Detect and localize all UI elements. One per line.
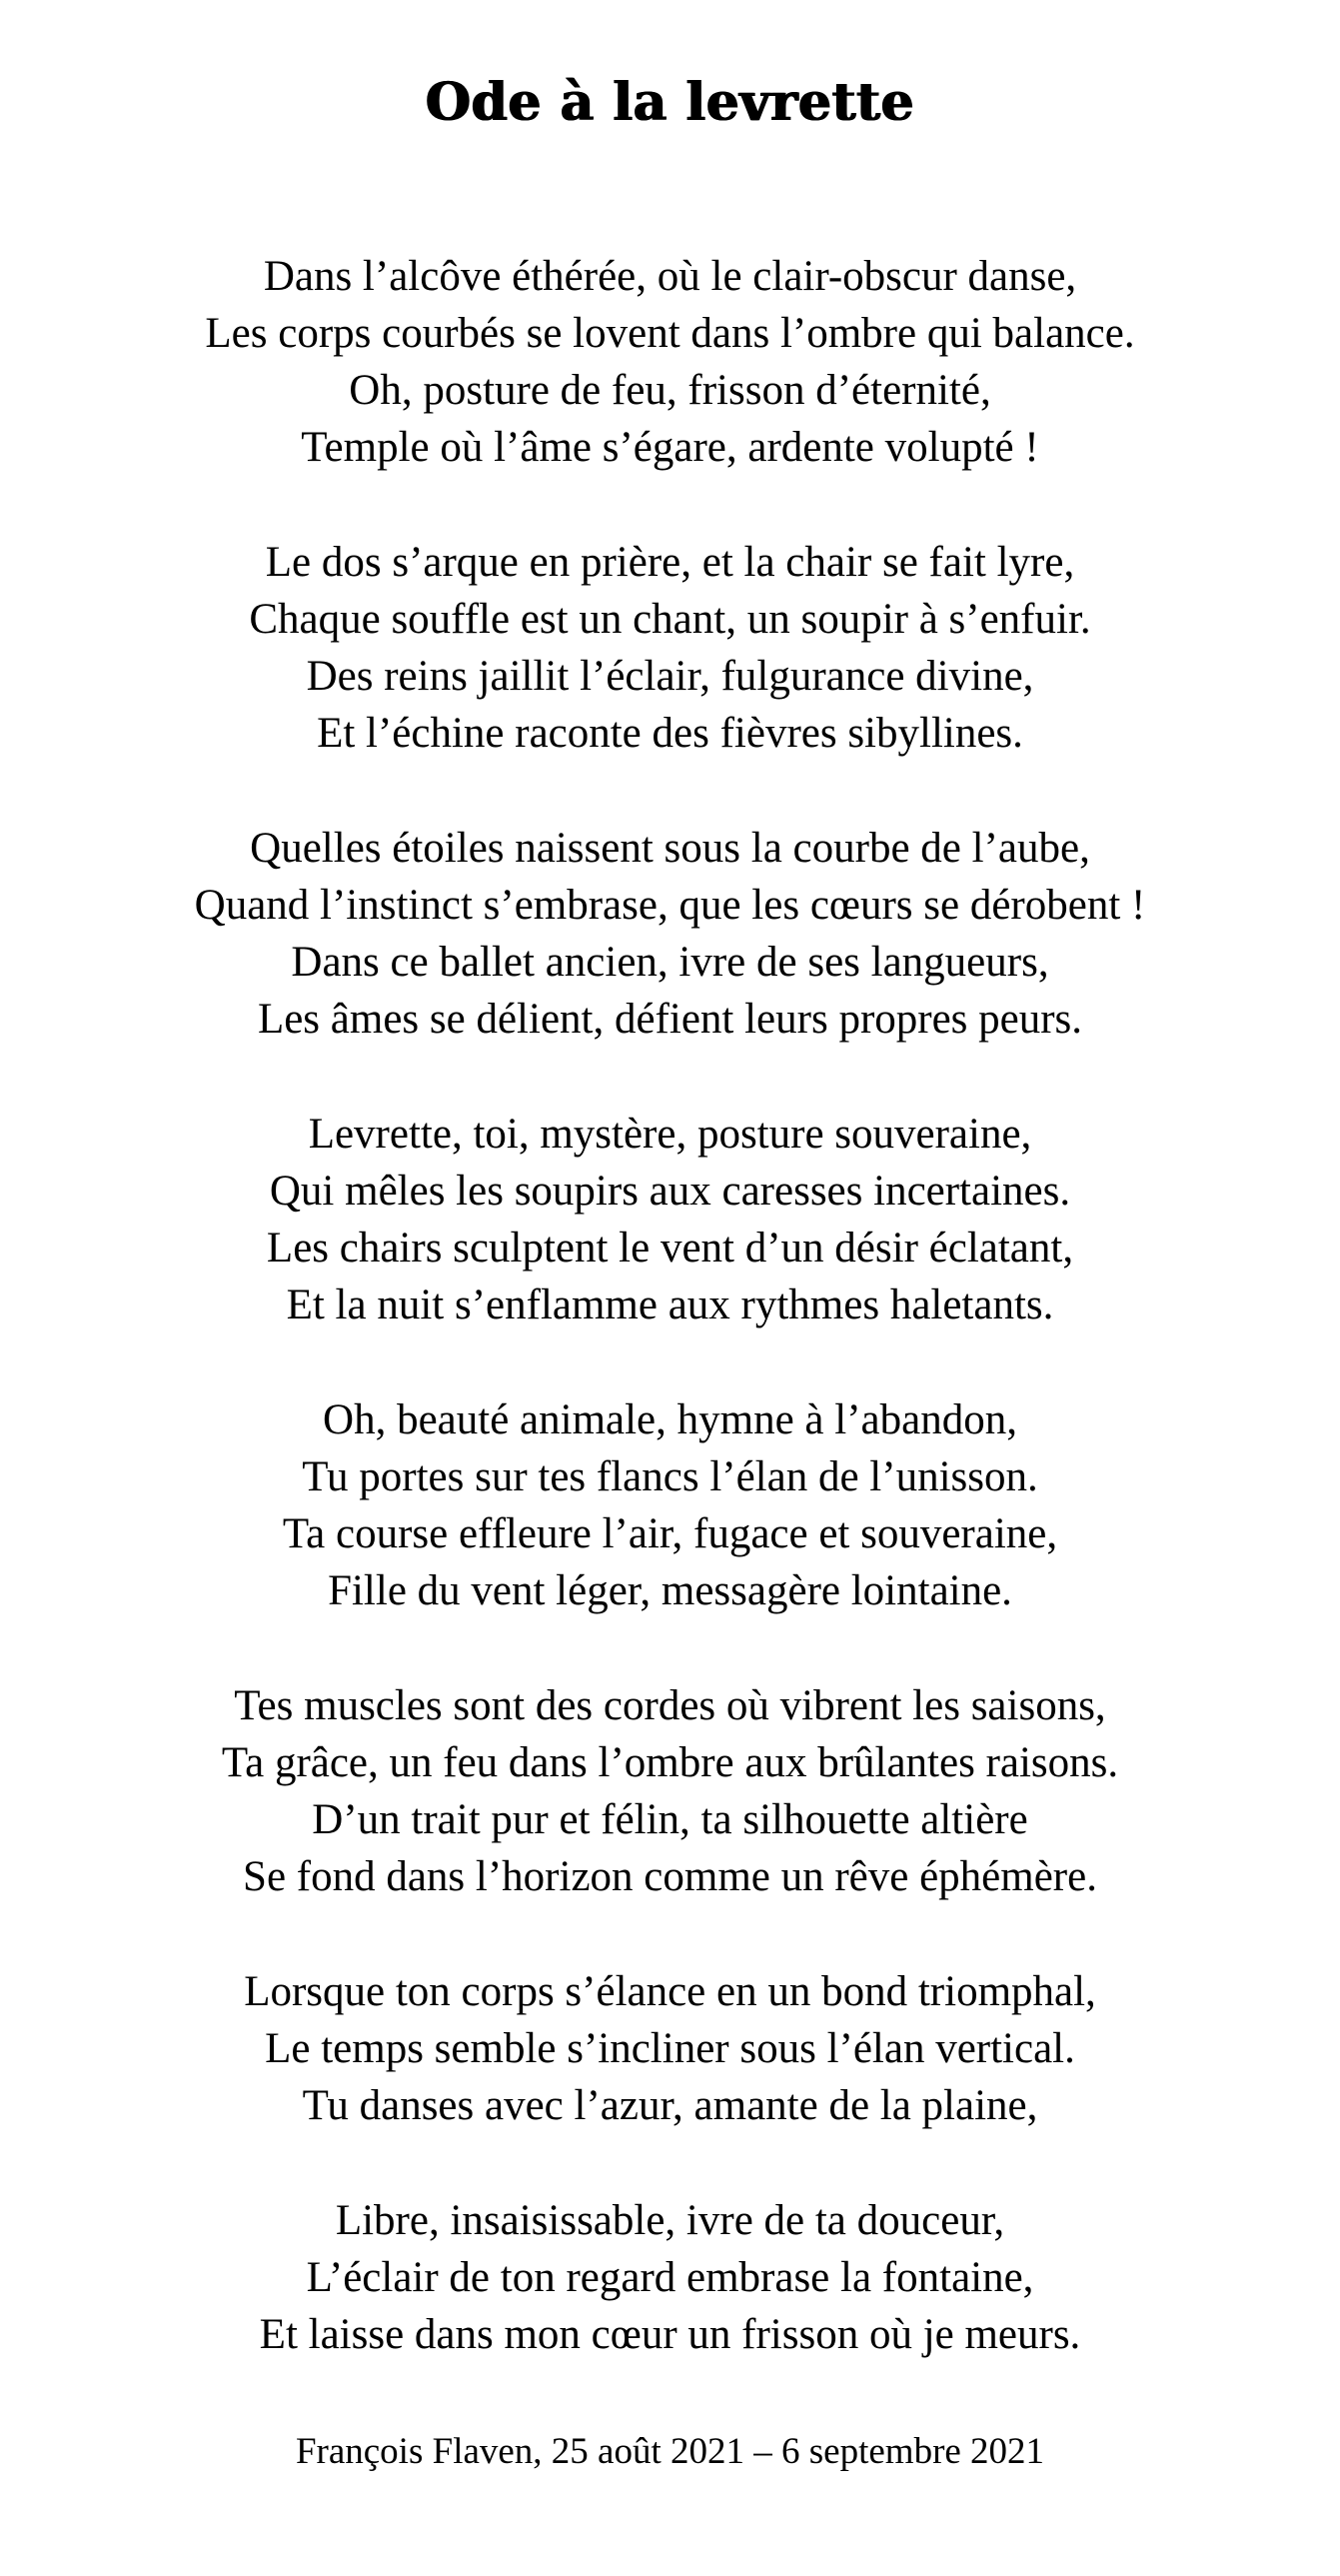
poem-body	[0, 248, 1340, 2421]
poem-line: Les âmes se délient, défient leurs propres peurs.	[257, 996, 1083, 1043]
poem-line: Dans ce ballet ancien, ivre de ses langueurs,	[291, 939, 1049, 986]
poem-line: Quelles étoiles naissent sous la courbe de l’aube,	[250, 825, 1090, 872]
stanza-1	[0, 248, 1340, 476]
poem-line: Et laisse dans mon cœur un frisson où je meurs.	[259, 2311, 1081, 2358]
poem-line: Oh, beauté animale, hymne à l’abandon,	[323, 1396, 1017, 1443]
poem-line: Se fond dans l’horizon comme un rêve éphémère.	[243, 1853, 1097, 1900]
poem-line: Oh, posture de feu, frisson d’éternité,	[349, 367, 991, 414]
poem-line: Levrette, toi, mystère, posture souveraine,	[308, 1111, 1032, 1158]
stanza-3	[0, 820, 1340, 1048]
poem-line: Temple où l’âme s’égare, ardente volupté !	[301, 424, 1039, 471]
stanza-2	[0, 534, 1340, 762]
stanza-7	[0, 1963, 1340, 2134]
poem-signature: François Flaven, 25 août 2021 – 6 septembre 2021	[295, 2431, 1045, 2472]
stanza-4	[0, 1106, 1340, 1333]
stanza-6	[0, 1677, 1340, 1905]
poem-line: Lorsque ton corps s’élance en un bond triomphal,	[244, 1968, 1096, 2015]
poem-line: Fille du vent léger, messagère lointaine.	[328, 1567, 1012, 1614]
poem-line: L’éclair de ton regard embrase la fontaine,	[306, 2254, 1034, 2301]
poem-line: Ta grâce, un feu dans l’ombre aux brûlantes raisons.	[221, 1739, 1119, 1786]
stanza-5	[0, 1391, 1340, 1619]
poem-line: Des reins jaillit l’éclair, fulgurance divine,	[306, 653, 1034, 700]
poem-line: Quand l’instinct s’embrase, que les cœurs se dérobent !	[194, 882, 1146, 929]
poem-line: Ta course effleure l’air, fugace et souveraine,	[282, 1510, 1058, 1557]
poem-title: Ode à la levrette	[425, 72, 915, 133]
poem-line: Qui mêles les soupirs aux caresses incertaines.	[269, 1168, 1071, 1215]
poem-line: Et l’échine raconte des fièvres sibyllines.	[317, 710, 1023, 757]
poem-line: D’un trait pur et félin, ta silhouette altière	[312, 1796, 1028, 1843]
poem-line: Tu portes sur tes flancs l’élan de l’unisson.	[302, 1453, 1038, 1500]
poem-line: Le dos s’arque en prière, et la chair se fait lyre,	[265, 539, 1075, 586]
poem-line: Dans l’alcôve éthérée, où le clair-obscur danse,	[263, 253, 1077, 300]
poem-line: Et la nuit s’enflamme aux rythmes haletants.	[286, 1282, 1054, 1328]
poem-line: Les corps courbés se lovent dans l’ombre qui balance.	[205, 310, 1135, 357]
stanza-8	[0, 2192, 1340, 2363]
poem-line: Libre, insaisissable, ivre de ta douceur,	[335, 2197, 1005, 2244]
poem-line: Tu danses avec l’azur, amante de la plaine,	[302, 2082, 1038, 2129]
poem-line: Les chairs sculptent le vent d’un désir éclatant,	[266, 1225, 1074, 1272]
poem-line: Le temps semble s’incliner sous l’élan vertical.	[265, 2025, 1075, 2072]
poem-line: Tes muscles sont des cordes où vibrent les saisons,	[234, 1682, 1106, 1729]
poem-line: Chaque souffle est un chant, un soupir à s’enfuir.	[249, 596, 1091, 643]
